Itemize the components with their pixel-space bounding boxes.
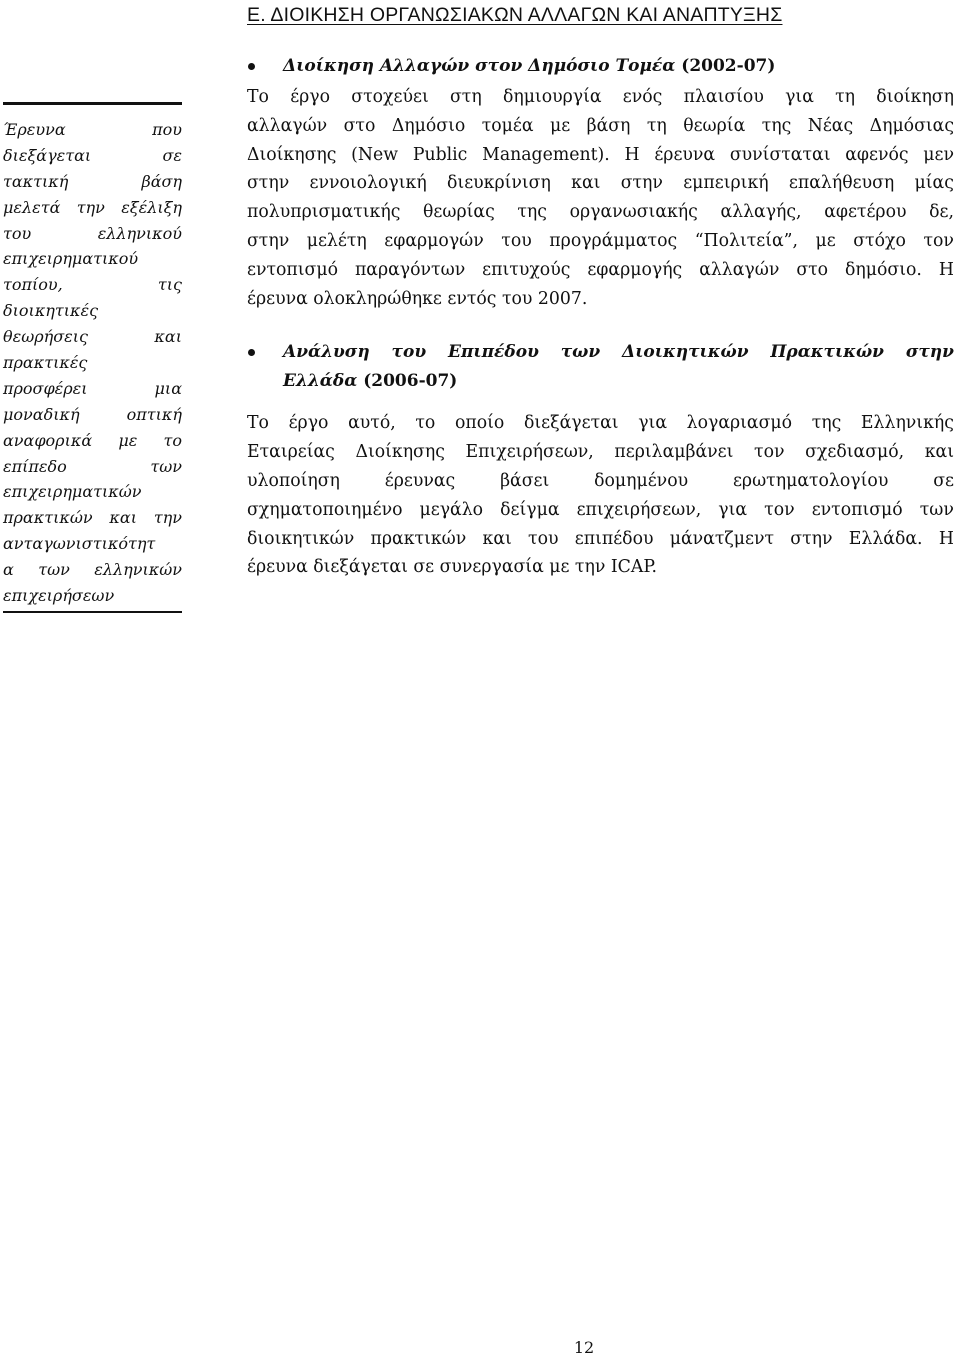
paragraph-line xyxy=(247,467,954,496)
word: εφαρμογών xyxy=(384,230,484,251)
word: αλλαγών xyxy=(699,259,780,280)
word: μελέτη xyxy=(306,230,367,251)
paragraph-line xyxy=(247,112,954,141)
sidebar-word: ελληνικού xyxy=(97,223,182,243)
paragraph-line: έρευνα ολοκληρώθηκε εντός του 2007. xyxy=(247,288,588,309)
sidebar-word: τις xyxy=(157,275,182,295)
word: βάσει xyxy=(500,470,550,491)
word: για xyxy=(718,499,748,520)
word: της xyxy=(761,115,792,136)
main-content xyxy=(247,52,954,582)
sidebar-word: διεξάγεται xyxy=(3,145,92,165)
word: Το xyxy=(247,413,269,434)
word: αφενός xyxy=(845,144,909,165)
word: επιπέδου xyxy=(574,528,654,549)
paragraph-line xyxy=(247,256,954,285)
section-paragraph xyxy=(247,409,954,582)
word: μεγάλο xyxy=(419,499,484,520)
word: των xyxy=(560,342,601,363)
word: έρευνα xyxy=(654,144,716,165)
sidebar-line xyxy=(3,143,182,169)
paragraph-line: έρευνα διεξάγεται σε συνεργασία με την ICAP. xyxy=(247,557,657,578)
word: εφαρμογής xyxy=(587,259,683,280)
sidebar-word: των xyxy=(150,456,182,476)
sidebar-word: ελληνικών xyxy=(94,560,182,580)
word: διευκρίνιση xyxy=(447,173,551,194)
page-header-title: Ε. ΔΙΟΙΚΗΣΗ ΟΡΓΑΝΩΣΙΑΚΩΝ ΑΛΛΑΓΩΝ ΚΑΙ ΑΝΑΠΤΥΞΗΣ xyxy=(247,4,783,26)
word: δείγμα xyxy=(500,499,560,520)
word: Διοίκησης xyxy=(247,144,337,165)
section-management-practices xyxy=(247,338,954,582)
bullet-icon xyxy=(248,63,255,70)
word: του xyxy=(391,342,427,363)
sidebar-word: μελετά xyxy=(3,197,61,217)
sidebar-word: του xyxy=(3,223,32,243)
word: αφετέρου xyxy=(824,202,907,223)
word: Πρακτικών xyxy=(770,342,884,363)
sidebar-word: μια xyxy=(154,378,182,398)
sidebar-word: πρακτικών xyxy=(3,508,93,528)
word: εντοπισμό xyxy=(247,259,338,280)
word: Εταιρείας xyxy=(247,442,335,463)
sidebar-word: επιχειρήσεων xyxy=(3,586,115,606)
word: για xyxy=(638,413,667,434)
word: τον xyxy=(764,499,795,520)
word: έρευνας xyxy=(384,470,456,491)
word: με xyxy=(815,230,836,251)
word: επαλήθευση xyxy=(788,173,895,194)
sidebar-line xyxy=(3,428,182,454)
word: των xyxy=(919,499,954,520)
word: θεωρία xyxy=(683,115,746,136)
word: Management). xyxy=(482,144,610,165)
paragraph-line xyxy=(247,198,954,227)
word: υλοποίηση xyxy=(247,470,340,491)
word: Ελληνικής xyxy=(860,413,954,434)
word: και xyxy=(571,173,601,194)
sidebar-word: το xyxy=(163,430,182,450)
word: τη xyxy=(835,87,856,107)
word: τον xyxy=(754,442,785,463)
word: για xyxy=(785,87,814,107)
paragraph-line xyxy=(247,227,954,256)
word: λογαριασμό xyxy=(686,413,793,434)
word: με xyxy=(549,115,571,136)
word: περιλαμβάνει xyxy=(614,442,734,463)
paragraph-line xyxy=(247,83,954,112)
word: στο xyxy=(796,259,829,280)
page-number: 12 xyxy=(573,1338,595,1357)
sidebar-line xyxy=(3,454,182,480)
heading-line xyxy=(283,338,954,367)
sidebar-line xyxy=(3,272,182,298)
sidebar-word: επιχειρηματικού xyxy=(3,249,139,269)
sidebar-line xyxy=(3,117,182,143)
sidebar-word: την xyxy=(153,508,182,528)
word: στόχο xyxy=(853,230,906,251)
word: πολυπρισματικής xyxy=(247,202,401,223)
word: διεξάγεται xyxy=(523,413,619,434)
word: μεν xyxy=(923,144,954,165)
bullet-icon xyxy=(248,349,255,356)
heading-year: (2006-07) xyxy=(363,371,458,392)
word: στην xyxy=(247,173,290,194)
paragraph-line xyxy=(247,169,954,198)
word: Διοίκησης xyxy=(355,442,445,463)
section-heading xyxy=(247,338,954,396)
sidebar-word: τοπίου, xyxy=(3,275,63,295)
word: Ελλάδα. xyxy=(848,528,923,549)
word: Επιχειρήσεων, xyxy=(465,442,594,463)
sidebar-word: θεωρήσεις xyxy=(3,327,88,347)
sidebar-line xyxy=(3,246,182,272)
sidebar-word: την xyxy=(76,197,105,217)
word: αυτό, xyxy=(348,413,396,434)
sidebar-word: των xyxy=(38,560,70,580)
word: σε xyxy=(933,470,954,491)
word: διοίκηση xyxy=(876,87,954,107)
sidebar-word: και xyxy=(109,508,137,528)
word: Ανάλυση xyxy=(283,342,370,363)
word: σχηματοποιημένο xyxy=(247,499,403,520)
sidebar-line xyxy=(3,221,182,247)
word: τομέα xyxy=(481,115,534,136)
word: σχεδιασμό, xyxy=(805,442,905,463)
word: Η xyxy=(938,528,954,549)
word: δε, xyxy=(929,202,954,223)
sidebar-line xyxy=(3,324,182,350)
word: οργανωσιακής xyxy=(569,202,698,223)
word: Το xyxy=(247,87,269,107)
sidebar-line xyxy=(3,195,182,221)
word: εμπειρική xyxy=(683,173,769,194)
word: παραγόντων xyxy=(354,259,466,280)
heading-year: (2002-07) xyxy=(681,56,776,76)
word: εννοιολογική xyxy=(309,173,427,194)
word: στοχεύει xyxy=(351,87,429,107)
heading-text: Διοίκηση Αλλαγών στον Δημόσιο Τομέα xyxy=(283,56,676,76)
word: βάση xyxy=(586,115,631,136)
sidebar-word: προσφέρει xyxy=(3,378,88,398)
word: μίας xyxy=(914,173,954,194)
sidebar-word: τακτική xyxy=(3,171,69,191)
word: Δημόσιας xyxy=(869,115,954,136)
sidebar-word: ανταγωνιστικότητ xyxy=(3,534,156,554)
word: στο xyxy=(343,115,376,136)
section-paragraph xyxy=(247,83,954,313)
word: Public xyxy=(412,144,468,165)
word: στην xyxy=(905,342,954,363)
paragraph-line xyxy=(247,141,954,170)
word: πρακτικών xyxy=(370,528,467,549)
sidebar-line xyxy=(3,505,182,531)
word: στη xyxy=(449,87,482,107)
paragraph-line xyxy=(247,525,954,554)
word: εντοπισμό xyxy=(811,499,903,520)
word: στην xyxy=(247,230,290,251)
word: δημιουργία xyxy=(502,87,602,107)
word: στην xyxy=(790,528,833,549)
sidebar-word: αναφορικά xyxy=(3,430,93,450)
word: και xyxy=(924,442,954,463)
word: μάνατζμεντ xyxy=(669,528,775,549)
sidebar-line xyxy=(3,376,182,402)
sidebar-line xyxy=(3,583,182,609)
sidebar-line xyxy=(3,557,182,583)
word: αλλαγής, xyxy=(720,202,802,223)
word: Επιπέδου xyxy=(447,342,539,363)
sidebar-word: εξέλιξη xyxy=(121,197,182,217)
sidebar-word: σε xyxy=(162,145,182,165)
word: τη xyxy=(646,115,667,136)
word: στην xyxy=(620,173,663,194)
sidebar-word: Έρευνα xyxy=(3,120,66,139)
word: Δημόσιο xyxy=(391,115,466,136)
word: (New xyxy=(351,144,399,165)
word: Διοικητικών xyxy=(622,342,749,363)
sidebar-word: μοναδική xyxy=(3,404,80,424)
sidebar-word: βάση xyxy=(141,171,182,191)
word: προγράμματος xyxy=(549,230,678,251)
paragraph-line xyxy=(247,496,954,525)
sidebar-callout xyxy=(3,102,182,613)
paragraph-line xyxy=(247,409,954,438)
word: διοικητικών xyxy=(247,528,355,549)
sidebar-word: διοικητικές xyxy=(3,301,99,321)
sidebar-line xyxy=(3,298,182,324)
sidebar-line xyxy=(3,402,182,428)
sidebar-word: επιχειρηματικών xyxy=(3,482,142,502)
sidebar-line xyxy=(3,350,182,376)
sidebar-word: επίπεδο xyxy=(3,456,67,476)
sidebar-line xyxy=(3,169,182,195)
sidebar-line xyxy=(3,479,182,505)
sidebar-word: α xyxy=(3,560,14,580)
word: επιτυχούς xyxy=(482,259,571,280)
word: του xyxy=(528,528,559,549)
section-heading xyxy=(247,52,954,81)
section-public-sector-change xyxy=(247,52,954,313)
sidebar-word: και xyxy=(154,327,182,347)
word: ερωτηματολογίου xyxy=(732,470,889,491)
heading-line xyxy=(283,367,954,396)
word: και xyxy=(482,528,512,549)
sidebar-word: με xyxy=(118,430,138,450)
word: οποίο xyxy=(454,413,505,434)
word: το xyxy=(415,413,436,434)
paragraph-line xyxy=(247,438,954,467)
word: συνίσταται xyxy=(729,144,831,165)
sidebar-word: που xyxy=(152,120,182,139)
sidebar-word: πρακτικές xyxy=(3,353,88,373)
word: πλαισίου xyxy=(683,87,764,107)
sidebar-word: οπτική xyxy=(126,404,182,424)
word: δημόσιο. xyxy=(845,259,922,280)
word: δομημένου xyxy=(594,470,689,491)
heading-text: Ελλάδα xyxy=(283,371,358,392)
word: της xyxy=(517,202,547,223)
word: “Πολιτεία”, xyxy=(694,230,799,251)
word: Η xyxy=(624,144,640,165)
word: του xyxy=(501,230,532,251)
word: έργο xyxy=(288,413,329,434)
word: ενός xyxy=(622,87,663,107)
word: θεωρίας xyxy=(423,202,495,223)
word: Νέας xyxy=(807,115,854,136)
word: επιχειρήσεων, xyxy=(576,499,702,520)
word: έργο xyxy=(290,87,331,107)
sidebar-line xyxy=(3,531,182,557)
word: Η xyxy=(938,259,954,280)
word: αλλαγών xyxy=(247,115,328,136)
word: της xyxy=(811,413,842,434)
word: τον xyxy=(923,230,954,251)
